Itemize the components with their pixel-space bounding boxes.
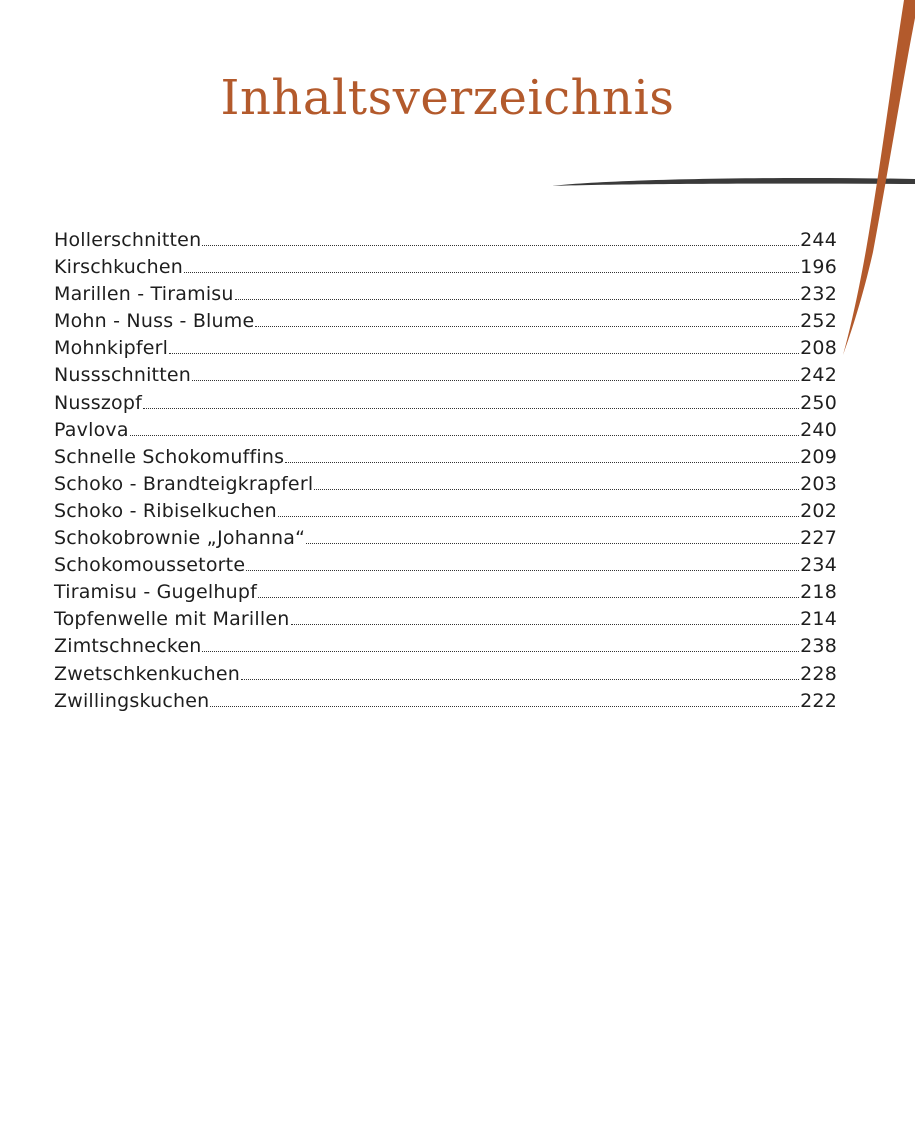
dot-leader <box>314 489 799 490</box>
toc-entry[interactable] <box>54 661 837 688</box>
toc-entry[interactable] <box>54 417 837 444</box>
dot-leader <box>246 570 799 571</box>
toc-entry-page-number: 203 <box>800 472 837 495</box>
toc-entry-page-number: 234 <box>800 554 837 577</box>
dot-leader <box>202 245 799 246</box>
toc-entry-title: Zimtschnecken <box>54 635 202 658</box>
toc-entry-title: Schoko - Brandteigkrapferl <box>54 472 314 495</box>
dot-leader <box>143 408 799 409</box>
dot-leader <box>235 299 799 300</box>
toc-entry-title: Schokomoussetorte <box>54 554 246 577</box>
toc-entry[interactable] <box>54 444 837 471</box>
toc-entry[interactable] <box>54 335 837 362</box>
page-title: Inhaltsverzeichnis <box>220 70 675 126</box>
toc-entry-title: Hollerschnitten <box>54 229 202 251</box>
toc-entry[interactable] <box>54 688 837 715</box>
toc-entry-page-number: 227 <box>800 527 837 550</box>
dot-leader <box>202 651 799 652</box>
dot-leader <box>278 516 799 517</box>
toc-entry-title: Marillen - Tiramisu <box>54 283 234 306</box>
toc-entry[interactable] <box>54 254 837 281</box>
toc-entry-page-number: 222 <box>800 689 837 712</box>
table-of-contents <box>54 227 837 715</box>
toc-entry-page-number: 214 <box>800 608 837 631</box>
toc-entry-page-number: 244 <box>800 229 837 251</box>
dot-leader <box>169 353 799 354</box>
dot-leader <box>291 624 800 625</box>
toc-entry-page-number: 238 <box>800 635 837 658</box>
toc-entry-title: Nussschnitten <box>54 364 191 387</box>
dot-leader <box>255 326 799 327</box>
toc-entry-title: Schnelle Schokomuffins <box>54 445 285 468</box>
dot-leader <box>241 679 799 680</box>
dot-leader <box>210 706 799 707</box>
toc-entry[interactable] <box>54 227 837 254</box>
toc-entry-title: Schoko - Ribiselkuchen <box>54 499 277 522</box>
toc-entry-page-number: 252 <box>800 310 837 333</box>
dot-leader <box>130 435 799 436</box>
toc-entry-page-number: 242 <box>800 364 837 387</box>
toc-entry-page-number: 250 <box>800 391 837 414</box>
toc-entry[interactable] <box>54 471 837 498</box>
dark-brush-stroke <box>552 178 915 186</box>
toc-entry[interactable] <box>54 552 837 579</box>
toc-entry[interactable] <box>54 633 837 660</box>
toc-entry-title: Mohnkipferl <box>54 337 169 360</box>
toc-entry[interactable] <box>54 308 837 335</box>
toc-entry[interactable] <box>54 498 837 525</box>
toc-entry[interactable] <box>54 525 837 552</box>
toc-entry[interactable] <box>54 606 837 633</box>
toc-entry-title: Topfenwelle mit Marillen <box>54 608 290 631</box>
toc-entry-page-number: 218 <box>800 581 837 604</box>
rust-brush-stroke <box>843 0 915 355</box>
toc-entry-title: Pavlova <box>54 418 129 441</box>
dot-leader <box>258 597 799 598</box>
toc-entry-page-number: 202 <box>800 499 837 522</box>
toc-entry-page-number: 196 <box>800 256 837 279</box>
toc-entry-title: Kirschkuchen <box>54 256 184 279</box>
dot-leader <box>192 380 799 381</box>
toc-entry-page-number: 208 <box>800 337 837 360</box>
toc-entry-page-number: 228 <box>800 662 837 685</box>
dot-leader <box>184 272 799 273</box>
toc-entry[interactable] <box>54 390 837 417</box>
toc-entry[interactable] <box>54 579 837 606</box>
toc-entry-page-number: 232 <box>800 283 837 306</box>
toc-entry-title: Schokobrownie „Johanna“ <box>54 527 306 550</box>
toc-entry-title: Nusszopf <box>54 391 142 414</box>
toc-entry-title: Mohn - Nuss - Blume <box>54 310 255 333</box>
toc-entry-page-number: 240 <box>800 418 837 441</box>
toc-entry[interactable] <box>54 281 837 308</box>
toc-entry-title: Zwillingskuchen <box>54 689 210 712</box>
dot-leader <box>285 462 799 463</box>
toc-entry[interactable] <box>54 362 837 389</box>
toc-entry-page-number: 209 <box>800 445 837 468</box>
toc-entry-title: Zwetschkenkuchen <box>54 662 241 685</box>
toc-entry-title: Tiramisu - Gugelhupf <box>54 581 258 604</box>
dot-leader <box>306 543 799 544</box>
